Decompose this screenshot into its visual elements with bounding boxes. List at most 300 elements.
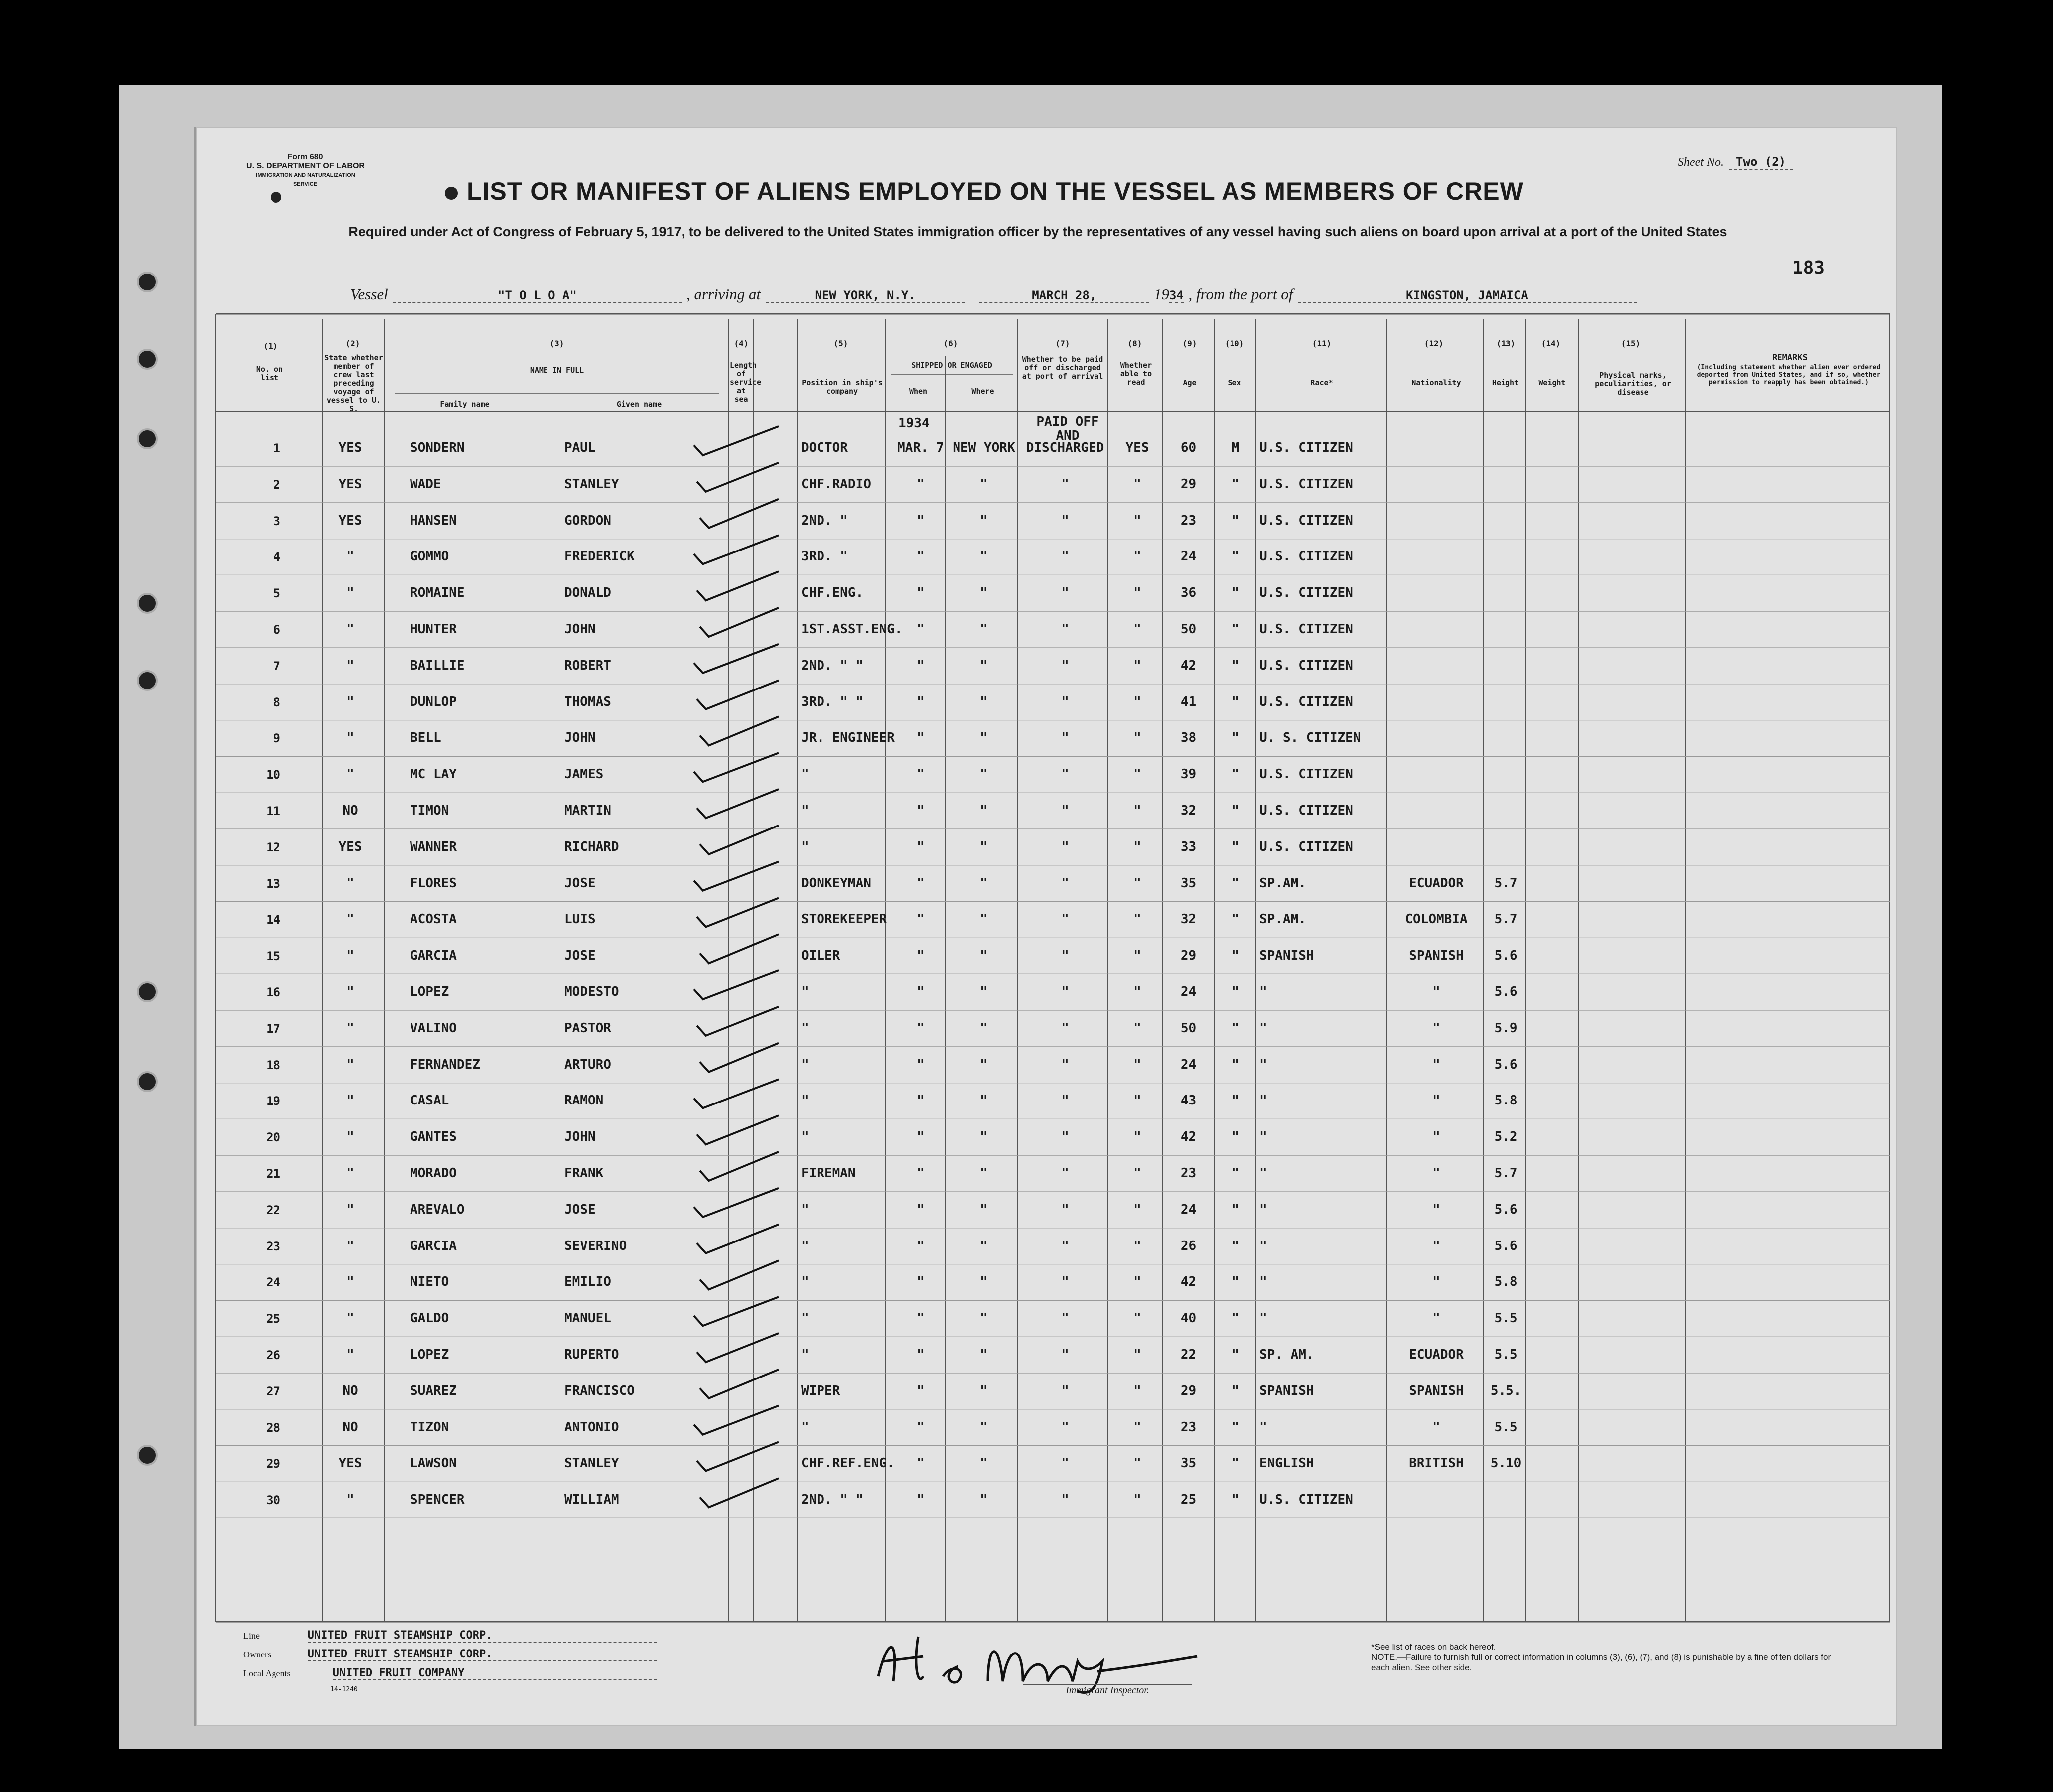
col-family: BAILLIE [410,658,465,673]
col-height: 5.8 [1494,1274,1518,1290]
check-mark [694,862,779,891]
col-when: " [917,513,925,528]
col3-num: (3) [549,339,564,348]
year-suffix: 34 [1169,288,1184,302]
col-family: LOPEZ [410,1347,449,1362]
col-family: TIZON [410,1419,449,1435]
row-number: 3 [273,514,280,528]
col-given: JOSE [564,948,596,964]
col-paid: " [1061,839,1069,854]
col-given: ANTONIO [564,1419,619,1435]
col-race: U.S. CITIZEN [1259,694,1353,709]
col-race: U.S. CITIZEN [1259,803,1353,818]
col-read: " [1133,513,1141,528]
col-sex: " [1232,622,1240,637]
check-mark [694,1297,779,1326]
col-where: " [980,1166,988,1181]
col-prev: " [346,875,354,891]
row-number: 5 [273,586,280,601]
col-when: " [917,658,925,673]
col-read: " [1133,1238,1141,1253]
row-number: 27 [266,1384,280,1398]
col-when: " [917,948,925,964]
row-number: 2 [273,477,280,492]
col14-header: Weight [1538,378,1566,387]
row-number: 16 [266,985,280,999]
col-read: " [1133,1166,1141,1181]
footer-left [243,1629,791,1693]
col-paid: " [1061,476,1069,492]
col-given: JAMES [564,767,604,782]
col-family: ROMAINE [410,585,465,601]
year-prefix: 19 [1153,285,1169,303]
col-read: " [1133,585,1141,601]
col-prev: " [346,1093,354,1108]
col-when: " [917,585,925,601]
row-number: 15 [266,949,280,964]
col-paid: " [1061,912,1069,927]
col-where: " [980,730,988,746]
col-paid: " [1061,1274,1069,1290]
col-when: " [917,730,925,746]
col-sex: " [1232,658,1240,673]
col-given: JOHN [564,622,596,637]
check-mark [694,1406,779,1435]
row-number: 18 [266,1058,280,1072]
col-family: GARCIA [410,948,457,964]
col-nat: ECUADOR [1409,875,1464,891]
col-age: 22 [1180,1347,1197,1362]
col-age: 36 [1180,585,1197,601]
col-prev: " [346,730,354,746]
col-age: 29 [1180,1383,1197,1398]
col-family: HUNTER [410,622,457,637]
col-sex: " [1232,694,1240,709]
row-number: 22 [266,1203,280,1217]
col-given: STANLEY [564,1456,619,1471]
col-age: 43 [1180,1093,1197,1108]
line-label: Line [243,1631,260,1641]
col-read: " [1133,1202,1141,1217]
col-nat: SPANISH [1409,1383,1464,1398]
check-mark [700,1370,779,1398]
col-given: JOSE [564,875,596,891]
col-given: WILLIAM [564,1492,619,1508]
check-mark [700,934,779,963]
col-read: " [1133,1311,1141,1326]
col-where: " [980,1274,988,1290]
row-number: 11 [266,804,280,818]
col-read: " [1133,1274,1141,1290]
col-nat: SPANISH [1409,948,1464,964]
col-race: U.S. CITIZEN [1259,513,1353,528]
col-height: 5.7 [1494,875,1518,891]
col-when: " [917,1057,925,1072]
check-mark [694,1188,779,1217]
col-paid: " [1061,1492,1069,1508]
col12-num: (12) [1424,339,1444,348]
col-age: 50 [1180,1020,1197,1036]
row-number: 30 [266,1493,280,1508]
row-number: 13 [266,876,280,891]
col-race: " [1259,1166,1267,1181]
col-position: JR. ENGINEER [801,730,895,746]
check-mark [700,1043,779,1072]
form-department: U. S. DEPARTMENT OF LABOR [246,162,365,170]
col-age: 42 [1180,1129,1197,1145]
col13-num: (13) [1496,339,1516,348]
col-family: GALDO [410,1311,449,1326]
col-sex: " [1232,1492,1240,1508]
col-sex: " [1232,767,1240,782]
col6-header: SHIPPED OR ENGAGED [911,361,992,370]
col-race: " [1259,984,1267,999]
col-where: " [980,1456,988,1471]
col-read: " [1133,694,1141,709]
col-family: AREVALO [410,1202,465,1217]
col-paid: " [1061,1347,1069,1362]
col-age: 25 [1180,1492,1197,1508]
col-race: " [1259,1129,1267,1145]
col-position: " [801,1202,809,1217]
row-number: 8 [273,695,280,709]
col-age: 23 [1180,513,1197,528]
col-given: FREDERICK [564,549,635,564]
col-given: FRANCISCO [564,1383,635,1398]
col-sex: " [1232,476,1240,492]
check-mark [700,1152,779,1181]
col-family: CASAL [410,1093,449,1108]
col-where: " [980,1238,988,1253]
col-sex: " [1232,984,1240,999]
col-height: 5.6 [1494,948,1518,964]
col6-when-header: When [909,387,928,396]
col-when: " [917,694,925,709]
col-sex: " [1232,912,1240,927]
col-race: " [1259,1202,1267,1217]
col-paid: " [1061,1166,1069,1181]
col-where: " [980,803,988,818]
col-position: " [801,1311,809,1326]
owners-value: UNITED FRUIT STEAMSHIP CORP. [308,1648,657,1661]
col-where: " [980,1093,988,1108]
col13-header: Height [1492,378,1519,387]
col-position: " [801,1347,809,1362]
remarks-note: (Including statement whether alien ever ordered deported from United States, and if so, whether permission to reapply has been obtained.) [1697,364,1881,386]
col3-given-header: Given name [616,400,662,409]
col-where: " [980,694,988,709]
col1-num: (1) [263,341,278,351]
check-mark [697,681,779,709]
col-read: " [1133,658,1141,673]
col-paid: " [1061,1238,1069,1253]
col-age: 32 [1180,803,1197,818]
col7-num: (7) [1055,339,1070,348]
col-given: ARTURO [564,1057,611,1072]
col-read: " [1133,984,1141,999]
col-nat: " [1432,1020,1440,1036]
col-sex: " [1232,1419,1240,1435]
remarks-header: REMARKS [1772,353,1808,363]
row-number: 25 [266,1312,280,1326]
col-sex: " [1232,1383,1240,1398]
col-race: U.S. CITIZEN [1259,622,1353,637]
col-height: 5.6 [1494,984,1518,999]
col15-num: (15) [1621,339,1641,348]
col-family: BELL [410,730,441,746]
col-prev: NO [342,1383,358,1398]
check-mark [694,535,779,564]
col-age: 42 [1180,1274,1197,1290]
col-sex: " [1232,1020,1240,1036]
col-given: RICHARD [564,839,619,854]
service-checkmarks [684,416,814,1612]
row-number: 20 [266,1130,280,1145]
col-read: " [1133,1020,1141,1036]
col-nat: " [1432,984,1440,999]
col-sex: " [1232,1238,1240,1253]
col-height: 5.5 [1494,1311,1518,1326]
col-family: WANNER [410,839,457,854]
col8-num: (8) [1127,339,1142,348]
col-nat: " [1432,1419,1440,1435]
col-family: FERNANDEZ [410,1057,480,1072]
col-race: " [1259,1311,1267,1326]
col-prev: YES [338,513,362,528]
col-position: FIREMAN [801,1166,856,1181]
col-position: DOCTOR [801,440,848,455]
col-given: EMILIO [564,1274,611,1290]
col-when: " [917,767,925,782]
row-number: 9 [273,731,280,746]
col-where: " [980,1129,988,1145]
col-age: 24 [1180,1057,1197,1072]
col-prev: " [346,658,354,673]
col-race: U.S. CITIZEN [1259,476,1353,492]
col-prev: " [346,549,354,564]
col-sex: " [1232,839,1240,854]
col-read: " [1133,1383,1141,1398]
col-sex: " [1232,875,1240,891]
col-family: LAWSON [410,1456,457,1471]
col-where: " [980,875,988,891]
arrival-date: MARCH 28, [979,288,1149,303]
col-race: U.S. CITIZEN [1259,549,1353,564]
col-prev: NO [342,1419,358,1435]
col-nat: " [1432,1202,1440,1217]
col-family: FLORES [410,875,457,891]
col-race: SPANISH [1259,1383,1314,1398]
check-mark [700,826,779,854]
col-given: PASTOR [564,1020,611,1036]
col2-num: (2) [345,339,360,348]
col-paid: " [1061,1456,1069,1471]
col-family: ACOSTA [410,912,457,927]
col-paid: " [1061,694,1069,709]
col14-num: (14) [1541,339,1561,348]
col11-num: (11) [1312,339,1332,348]
col-read: " [1133,839,1141,854]
col-paid: " [1061,1129,1069,1145]
col-given: GORDON [564,513,611,528]
col-read: YES [1125,440,1149,455]
races-note: *See list of races on back hereof. [1371,1642,1496,1652]
col-when: " [917,1093,925,1108]
col-prev: " [346,1492,354,1508]
col-family: DUNLOP [410,694,457,709]
col-prev: YES [338,476,362,492]
col-when: " [917,1129,925,1145]
col-paid: " [1061,948,1069,964]
col-height: 5.7 [1494,912,1518,927]
col-age: 23 [1180,1166,1197,1181]
col-prev: " [346,694,354,709]
col-when: " [917,1456,925,1471]
col-position: " [801,1238,809,1253]
col-position: " [801,767,809,782]
col-when: " [917,1383,925,1398]
col-when: " [917,875,925,891]
col-paid: " [1061,1419,1069,1435]
col4-num: (4) [734,339,749,348]
col-where: " [980,1202,988,1217]
col-nat: " [1432,1311,1440,1326]
col-family: HANSEN [410,513,457,528]
line-row [243,1629,791,1648]
row-number: 12 [266,840,280,854]
col-read: " [1133,549,1141,564]
col-read: " [1133,1456,1141,1471]
col-prev: " [346,767,354,782]
col-position: " [801,803,809,818]
form-code-bottom: 14-1240 [330,1686,358,1693]
col-nat: " [1432,1166,1440,1181]
col-family: MC LAY [410,767,457,782]
agents-value: UNITED FRUIT COMPANY [333,1667,657,1680]
col-family: TIMON [410,803,449,818]
col-age: 40 [1180,1311,1197,1326]
col-read: " [1133,1419,1141,1435]
col-where: " [980,912,988,927]
col-position: 2ND. " [801,513,848,528]
row-number: 4 [273,550,280,564]
col-given: RAMON [564,1093,604,1108]
col-when: MAR. 7 [897,440,944,455]
from-label: , from the port of [1188,285,1293,303]
col-given: JOHN [564,1129,596,1145]
col-race: " [1259,1274,1267,1290]
col-prev: NO [342,803,358,818]
col-paid: " [1061,658,1069,673]
col-sex: " [1232,1274,1240,1290]
col-when: " [917,1166,925,1181]
col-given: STANLEY [564,476,619,492]
sheet-label: Sheet No. [1678,156,1724,169]
col-where: " [980,1492,988,1508]
col-position: 3RD. " " [801,694,864,709]
col-position: " [801,1057,809,1072]
col-paid: " [1061,803,1069,818]
col-paid: " [1061,984,1069,999]
col-family: NIETO [410,1274,449,1290]
col-read: " [1133,767,1141,782]
check-mark [700,499,779,528]
col-height: 5.6 [1494,1238,1518,1253]
col-given: MARTIN [564,803,611,818]
col-race: SP.AM. [1259,875,1306,891]
form-number: Form 680 [287,153,323,161]
row-number: 28 [266,1420,280,1435]
col-position: WIPER [801,1383,840,1398]
col-when: " [917,984,925,999]
col-given: ROBERT [564,658,611,673]
col-height: 5.5 [1494,1419,1518,1435]
col-family: GOMMO [410,549,449,564]
check-mark [700,716,779,745]
col-prev: " [346,984,354,999]
col-age: 29 [1180,948,1197,964]
col-nat: " [1432,1057,1440,1072]
col-family: SPENCER [410,1492,465,1508]
col-age: 38 [1180,730,1197,746]
col5-num: (5) [833,339,848,348]
col-where: " [980,1020,988,1036]
col-position: STOREKEEPER [801,912,887,927]
col-prev: " [346,1202,354,1217]
col-where: NEW YORK [953,440,1015,455]
col-paid: " [1061,1020,1069,1036]
col-prev: YES [338,1456,362,1471]
col-sex: " [1232,585,1240,601]
col-race: SP.AM. [1259,912,1306,927]
col-given: LUIS [564,912,596,927]
col-age: 35 [1180,1456,1197,1471]
col-when: " [917,1311,925,1326]
col-prev: " [346,948,354,964]
col-where: " [980,1383,988,1398]
sheet-value: Two (2) [1729,155,1793,170]
col-family: GANTES [410,1129,457,1145]
col-family: GARCIA [410,1238,457,1253]
col-nat: ECUADOR [1409,1347,1464,1362]
col-height: 5.8 [1494,1093,1518,1108]
agents-row [243,1667,791,1686]
col-prev: " [346,585,354,601]
col-race: U. S. CITIZEN [1259,730,1361,746]
col-sex: " [1232,803,1240,818]
col-paid: " [1061,1311,1069,1326]
col-family: SUAREZ [410,1383,457,1398]
col-paid: " [1061,622,1069,637]
col-prev: " [346,912,354,927]
check-mark [700,1260,779,1289]
col-when: " [917,549,925,564]
col-paid: " [1061,767,1069,782]
col4-header: Length of service at sea [730,361,762,404]
col-age: 24 [1180,984,1197,999]
vessel-label: Vessel [350,285,388,303]
col-height: 5.5. [1490,1383,1522,1398]
col-given: JOHN [564,730,596,746]
col-age: 39 [1180,767,1197,782]
col-position: 2ND. " " [801,658,864,673]
col-paid: DISCHARGED [1026,440,1104,455]
col-prev: " [346,1020,354,1036]
col-where: " [980,476,988,492]
col-nat: COLOMBIA [1405,912,1468,927]
check-mark [694,753,779,782]
from-port: KINGSTON, JAMAICA [1298,288,1637,303]
